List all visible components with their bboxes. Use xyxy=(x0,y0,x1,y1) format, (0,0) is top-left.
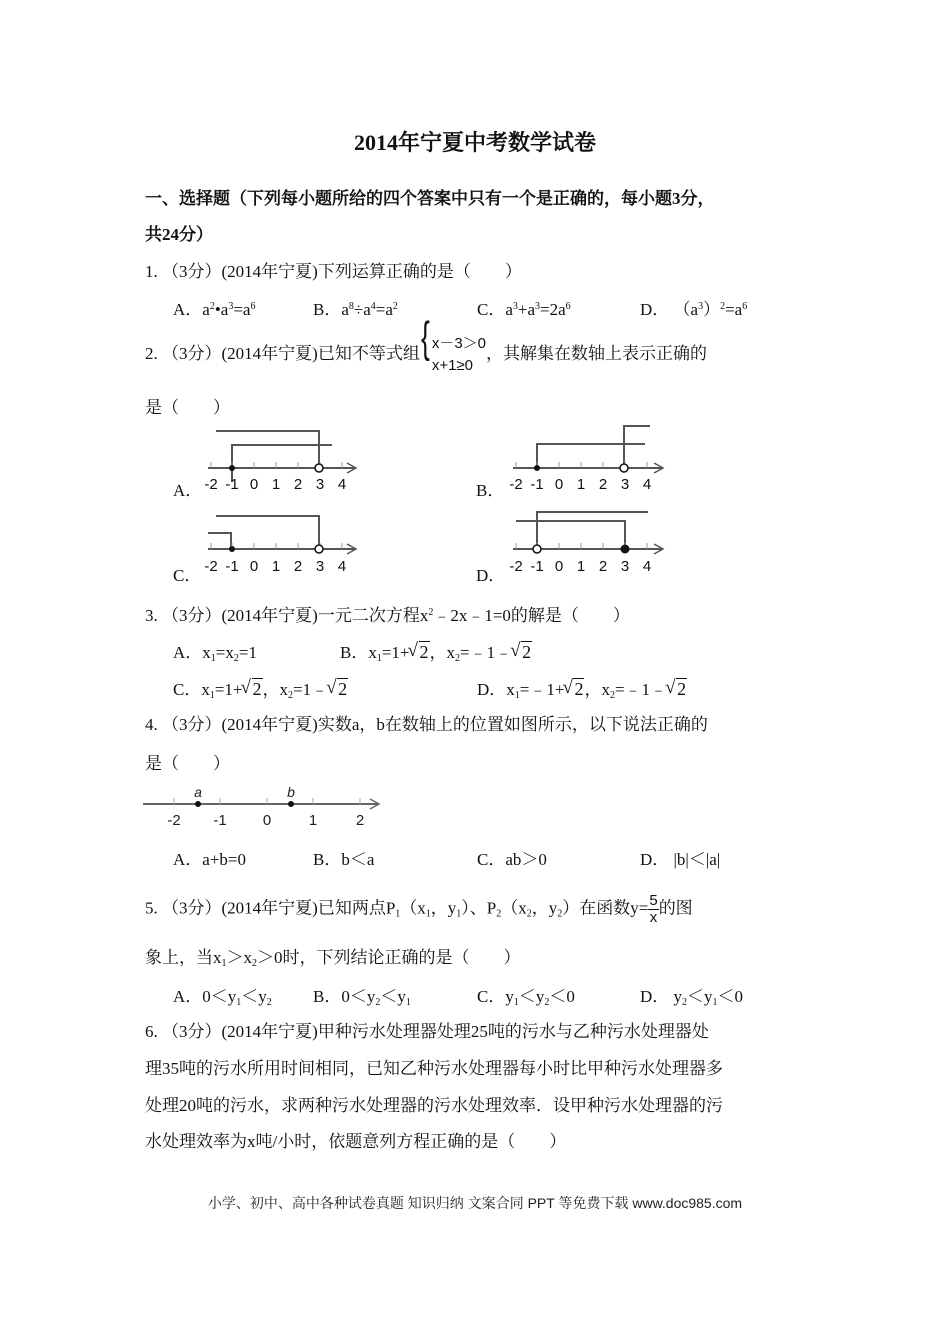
svg-text:-1: -1 xyxy=(225,476,239,493)
q3-option-b: B．$x_1=1+$ √ 2，$x_2=﹣1﹣$ √ 2 xyxy=(340,638,532,663)
question-6-line-3: 处理20吨的污水，求两种污水处理器的污水处理效率．设甲种污水处理器的污 xyxy=(145,1096,723,1115)
q3-option-c: C．$x_1=1+$ √ 2，$x_2=1﹣$ √ 2 xyxy=(173,675,348,700)
section-heading: 一、选择题（下列每小题所给的四个答案中只有一个是正确的，每小题3分， xyxy=(145,189,715,208)
question-6-line-4: 水处理效率为x吨/小时，依题意列方程正确的是（ ） xyxy=(145,1132,567,1151)
svg-text:-2: -2 xyxy=(509,476,523,493)
svg-text:-1: -1 xyxy=(530,558,544,575)
q2-option-c-label: C． xyxy=(173,566,202,585)
svg-text:1: 1 xyxy=(576,558,586,575)
fraction-5-over-x: $\frac{5}{x}$ xyxy=(649,892,658,926)
q5-option-c: C．$y_1<y_2<0$ xyxy=(477,987,575,1008)
svg-text:0: 0 xyxy=(262,812,272,829)
q5-option-b: B．$0<y_2<y_1$ xyxy=(313,987,411,1008)
footer-banner: 小学、初中、高中各种试卷真题 知识归纳 文案合同 PPT 等免费下载 www.doc985.com xyxy=(207,1195,743,1211)
q3-option-a: A．$x_1=x_2=1$ xyxy=(173,643,257,664)
question-4-cont: 是（ ） xyxy=(145,754,230,773)
svg-text:-1: -1 xyxy=(225,558,239,575)
svg-text:-2: -2 xyxy=(167,812,181,829)
svg-text:-2: -2 xyxy=(204,558,218,575)
q5-option-a: A．$0<y_1<y_2$ xyxy=(173,987,272,1008)
q4-option-a: A．a+b=0 xyxy=(173,850,247,869)
svg-text:2: 2 xyxy=(598,476,608,493)
q1-option-d: D． $(a^3)^2=a^6$ xyxy=(640,300,748,319)
question-1 xyxy=(145,257,522,282)
svg-text:1: 1 xyxy=(271,558,281,575)
svg-text:-1: -1 xyxy=(530,476,544,493)
q2-number-line-b xyxy=(500,420,675,502)
svg-text:-2: -2 xyxy=(204,476,218,493)
svg-text:3: 3 xyxy=(620,558,630,575)
question-2: 2. （3分）(2014年宁夏)已知不等式组 { x－3＞0 x+1≥0 ，其解集在数轴上表示正确的 xyxy=(145,333,707,377)
question-number: 6. xyxy=(145,1022,158,1041)
svg-text:-2: -2 xyxy=(509,558,523,575)
q2-option-a-label: A． xyxy=(173,481,203,500)
svg-text:3: 3 xyxy=(620,476,630,493)
question-5-cont: 象上，当$x_1>x_2>0$时，下列结论正确的是（ ） xyxy=(145,948,521,969)
question-number: 4. xyxy=(145,715,158,734)
question-4: 4. （3分）(2014年宁夏)实数a，b在数轴上的位置如图所示，以下说法正确的 xyxy=(145,715,708,734)
q2-number-line-d xyxy=(500,505,675,587)
question-number: 3. xyxy=(145,606,158,625)
section-heading-cont: 共24分） xyxy=(145,225,213,244)
q4-option-c: C．ab＞0 xyxy=(477,850,547,869)
q4-number-line xyxy=(140,780,390,830)
svg-text:2: 2 xyxy=(293,558,303,575)
svg-text:b: b xyxy=(287,784,295,800)
q1-option-a: A．$a^2•a^3=a^6$ xyxy=(173,300,256,319)
question-6-line-2: 理35吨的污水所用时间相同，已知乙种污水处理器每小时比甲种污水处理器多 xyxy=(145,1059,723,1078)
svg-text:2: 2 xyxy=(355,812,365,829)
inequality-system: { x－3＞0 x+1≥0 xyxy=(420,333,486,377)
question-number: 5. xyxy=(145,898,158,918)
svg-text:a: a xyxy=(194,784,202,800)
svg-text:0: 0 xyxy=(249,558,259,575)
q3-option-d: D．$x_1=﹣1+$ √ 2，$x_2=﹣1﹣$ √ 2 xyxy=(477,675,687,700)
svg-text:1: 1 xyxy=(576,476,586,493)
q1-option-c: C．$a^3+a^3=2a^6$ xyxy=(477,300,571,319)
q5-option-d: D． $y_2<y_1<0$ xyxy=(640,987,744,1008)
question-5: 5. （3分）(2014年宁夏)已知两点$P_1(x_1$，$y_1$）、$P_2(x_2$，$y_2$）在函数y= $\frac{5}{x}$ 的图 xyxy=(145,892,693,926)
svg-text:3: 3 xyxy=(315,476,325,493)
svg-text:4: 4 xyxy=(642,558,652,575)
q2-option-d-label: D． xyxy=(476,566,506,585)
question-stem: （3分）(2014年宁夏)下列运算正确的是（ ） xyxy=(162,262,522,281)
q4-option-d: D． |b|＜|a| xyxy=(640,850,721,869)
q1-option-b: B．$a^8\div a^4=a^2$ xyxy=(313,300,398,319)
q4-option-b: B．b＜a xyxy=(313,850,375,869)
page-title: 2014年宁夏中考数学试卷 xyxy=(353,130,596,155)
svg-text:1: 1 xyxy=(308,812,318,829)
svg-text:0: 0 xyxy=(554,476,564,493)
q2-number-line-c xyxy=(195,505,370,587)
question-3: 3. （3分）(2014年宁夏)一元二次方程$x^2﹣2x﹣1=0$的解是（ ） xyxy=(145,606,630,625)
question-6: 6. （3分）(2014年宁夏)甲种污水处理器处理25吨的污水与乙种污水处理器处 xyxy=(145,1022,709,1041)
svg-text:3: 3 xyxy=(315,558,325,575)
svg-text:0: 0 xyxy=(249,476,259,493)
svg-text:4: 4 xyxy=(337,558,347,575)
q2-option-b-label: B． xyxy=(476,481,505,500)
svg-text:1: 1 xyxy=(271,476,281,493)
question-number: 2. xyxy=(145,343,158,363)
svg-text:-1: -1 xyxy=(213,812,227,829)
svg-text:4: 4 xyxy=(337,476,347,493)
question-2-cont: 是（ ） xyxy=(145,398,230,417)
question-number: 1. xyxy=(145,262,158,281)
svg-text:2: 2 xyxy=(598,558,608,575)
q2-number-line-a xyxy=(195,420,370,502)
svg-text:4: 4 xyxy=(642,476,652,493)
svg-text:0: 0 xyxy=(554,558,564,575)
svg-text:2: 2 xyxy=(293,476,303,493)
